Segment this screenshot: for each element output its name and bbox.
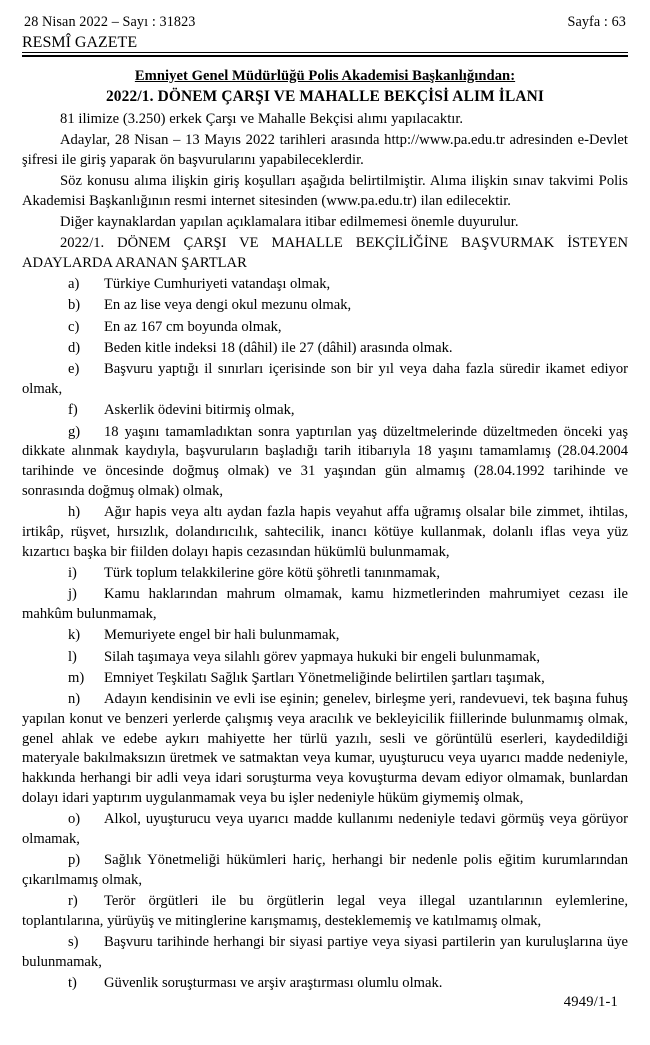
list-item-text: Memuriyete engel bir hali bulunmamak, bbox=[104, 627, 340, 644]
list-item-text: Beden kitle indeksi 18 (dâhil) ile 27 (dâhil) arasında olmak. bbox=[104, 340, 453, 357]
conditions-list bbox=[22, 275, 628, 994]
list-item-text: Adayın kendisinin ve evli ise eşinin; genelev, birleşme yeri, randevuevi, tek başına fuhuş yapılan konut ve benzeri yerlerde çalışmış veya aracılık ve bekleyicilik fiillerinde bulunmamış olmak, genel ahlak ve edebe aykırı mahiyette her türlü yazılı, sesli ve görüntülü eserleri, kaydedildiği materyale bakılmaksızın üretmek ve satmaktan veya kumar, uyuşturucu veya uyarıcı madde nedeniyle, hakkında herhangi bir adli veya idari soruşturma veya kovuşturma devam ediyor olmamak, bunlardan dolayı idari yaptırım uygulanmamak veya bu işler nedeniyle hüküm giymemiş olmak, bbox=[22, 691, 628, 806]
list-item-text: Terör örgütleri ile bu örgütlerin legal veya illegal uzantılarının eylemlerine, toplantılarına, yürüyüş ve mitinglerine karışmamış, desteklememiş ve katılmamış olmak, bbox=[22, 893, 628, 929]
list-item-label: h) bbox=[68, 504, 81, 521]
list-item bbox=[22, 810, 628, 850]
list-item-label: f) bbox=[68, 402, 78, 419]
list-item-label: p) bbox=[68, 852, 81, 869]
list-item bbox=[22, 669, 628, 689]
list-item-text: Askerlik ödevini bitirmiş olmak, bbox=[104, 402, 295, 419]
list-item bbox=[22, 423, 628, 502]
list-item-text: Kamu haklarından mahrum olmamak, kamu hizmetlerinden mahrumiyet cezası ile mahkûm bulunmamak, bbox=[22, 586, 628, 622]
list-item-text: Başvuru yaptığı il sınırları içerisinde son bir yıl veya daha fazla süredir ikamet ediyor olmak, bbox=[22, 361, 628, 398]
intro-paragraph: Diğer kaynaklardan yapılan açıklamalara itibar edilmemesi önemle duyurulur. bbox=[60, 213, 519, 230]
list-item bbox=[22, 360, 628, 400]
intro-paragraph: 81 ilimize (3.250) erkek Çarşı ve Mahalle Bekçisi alımı yapılacaktır. bbox=[60, 110, 464, 127]
issuing-department: Emniyet Genel Müdürlüğü Polis Akademisi Başkanlığından: bbox=[134, 67, 516, 84]
intro-paragraph: Söz konusu alıma ilişkin giriş koşulları aşağıda belirtilmiştir. Alıma ilişkin sınav takvimi Polis Akademisi Başkanlığının resmi internet sitesinden (www.pa.edu.tr) ilan edilecektir. bbox=[22, 172, 628, 209]
list-item bbox=[22, 296, 628, 316]
list-item bbox=[22, 401, 628, 421]
list-item-text: En az 167 cm boyunda olmak, bbox=[104, 318, 282, 335]
list-item-text: Alkol, uyuşturucu veya uyarıcı madde kullanımı nedeniyle tedavi görmüş veya görüyor olmamak, bbox=[22, 811, 628, 847]
list-item-label: a) bbox=[68, 276, 80, 293]
list-item-text: Sağlık Yönetmeliği hükümleri hariç, herhangi bir nedenle polis eğitim kurumlarından çıkarılmamış olmak, bbox=[22, 852, 628, 888]
header-rule bbox=[22, 52, 628, 57]
list-item bbox=[22, 974, 628, 994]
list-item bbox=[22, 318, 628, 338]
list-item-label: t) bbox=[68, 975, 77, 992]
list-item-label: m) bbox=[68, 669, 85, 686]
list-item bbox=[22, 690, 628, 809]
list-item-label: r) bbox=[68, 893, 78, 910]
list-item-text: Silah taşımaya veya silahlı görev yapmaya hukuki bir engeli bulunmamak, bbox=[104, 648, 541, 665]
list-item-text: Güvenlik soruşturması ve arşiv araştırması olumlu olmak. bbox=[104, 975, 443, 992]
list-item bbox=[22, 585, 628, 625]
list-item bbox=[22, 933, 628, 973]
footer-reference: 4949/1-1 bbox=[563, 994, 618, 1010]
header-gazette-title: RESMÎ GAZETE bbox=[22, 34, 138, 51]
list-item bbox=[22, 851, 628, 891]
intro-paragraph: Adaylar, 28 Nisan – 13 Mayıs 2022 tarihleri arasında http://www.pa.edu.tr adresinden e-Devlet şifresi ile giriş yaparak ön başvurularını yapabileceklerdir. bbox=[22, 131, 628, 168]
list-item bbox=[22, 892, 628, 932]
running-head bbox=[22, 14, 628, 52]
list-item bbox=[22, 648, 628, 668]
list-item-label: d) bbox=[68, 340, 81, 357]
list-item-label: j) bbox=[68, 586, 77, 603]
list-item bbox=[22, 626, 628, 646]
header-page-number: Sayfa : 63 bbox=[567, 14, 626, 30]
list-item bbox=[22, 339, 628, 359]
list-item-label: n) bbox=[68, 691, 81, 708]
list-item-label: s) bbox=[68, 934, 79, 951]
list-item-text: En az lise veya dengi okul mezunu olmak, bbox=[104, 297, 352, 314]
list-item-label: e) bbox=[68, 361, 80, 378]
list-item-label: o) bbox=[68, 811, 81, 828]
list-item-text: 18 yaşını tamamladıktan sonra yaptırılan yaş düzeltmelerinde düzeltmeden önceki yaş dikkate alınmak kaydıyla, başvuruların başladığı tarih itibarıyla 18 yaşını tamamlamış (28.04.2004 tarihinde ve öncesinde doğmuş olmak) ve 31 yaşından gün almamış (28.04.1992 tarihinde ve sonrasında doğmuş olmak) olmak, bbox=[22, 423, 628, 499]
list-item-text: Başvuru tarihinde herhangi bir siyasi partiye veya siyasi partilerin yan kuruluşlarına üye bulunmamak, bbox=[22, 934, 628, 970]
list-item-label: i) bbox=[68, 564, 77, 581]
list-item bbox=[22, 503, 628, 562]
header-issue-date: 28 Nisan 2022 – Sayı : 31823 bbox=[24, 14, 196, 30]
list-item-text: Ağır hapis veya altı aydan fazla hapis veyahut affa uğramış olsalar bile zimmet, ihtilas, irtikâp, rüşvet, hırsızlık, dolandırıcılık, sahtecilik, inancı kötüye kullanmak, dolanlı iflas veya yüz kızartıcı başka bir fiilden dolayı hapis cezasından hükümlü bulunmamak, bbox=[22, 504, 628, 560]
list-item-text: Türk toplum telakkilerine göre kötü şöhretli tanınmamak, bbox=[104, 564, 440, 581]
list-item bbox=[22, 564, 628, 584]
list-item-label: g) bbox=[68, 423, 81, 440]
list-item-text: Türkiye Cumhuriyeti vatandaşı olmak, bbox=[104, 276, 331, 293]
page-title: 2022/1. DÖNEM ÇARŞI VE MAHALLE BEKÇİSİ ALIM İLANI bbox=[105, 87, 545, 105]
list-item-label: c) bbox=[68, 318, 80, 335]
list-item-label: k) bbox=[68, 627, 81, 644]
list-item bbox=[22, 275, 628, 295]
list-item-text: Emniyet Teşkilatı Sağlık Şartları Yönetmeliğinde belirtilen şartları taşımak, bbox=[104, 669, 545, 686]
section-heading: 2022/1. DÖNEM ÇARŞI VE MAHALLE BEKÇİLİĞİNE BAŞVURMAK İSTEYEN ADAYLARDA ARANAN ŞARTLAR bbox=[22, 235, 628, 271]
list-item-label: l) bbox=[68, 648, 77, 665]
list-item-label: b) bbox=[68, 297, 81, 314]
